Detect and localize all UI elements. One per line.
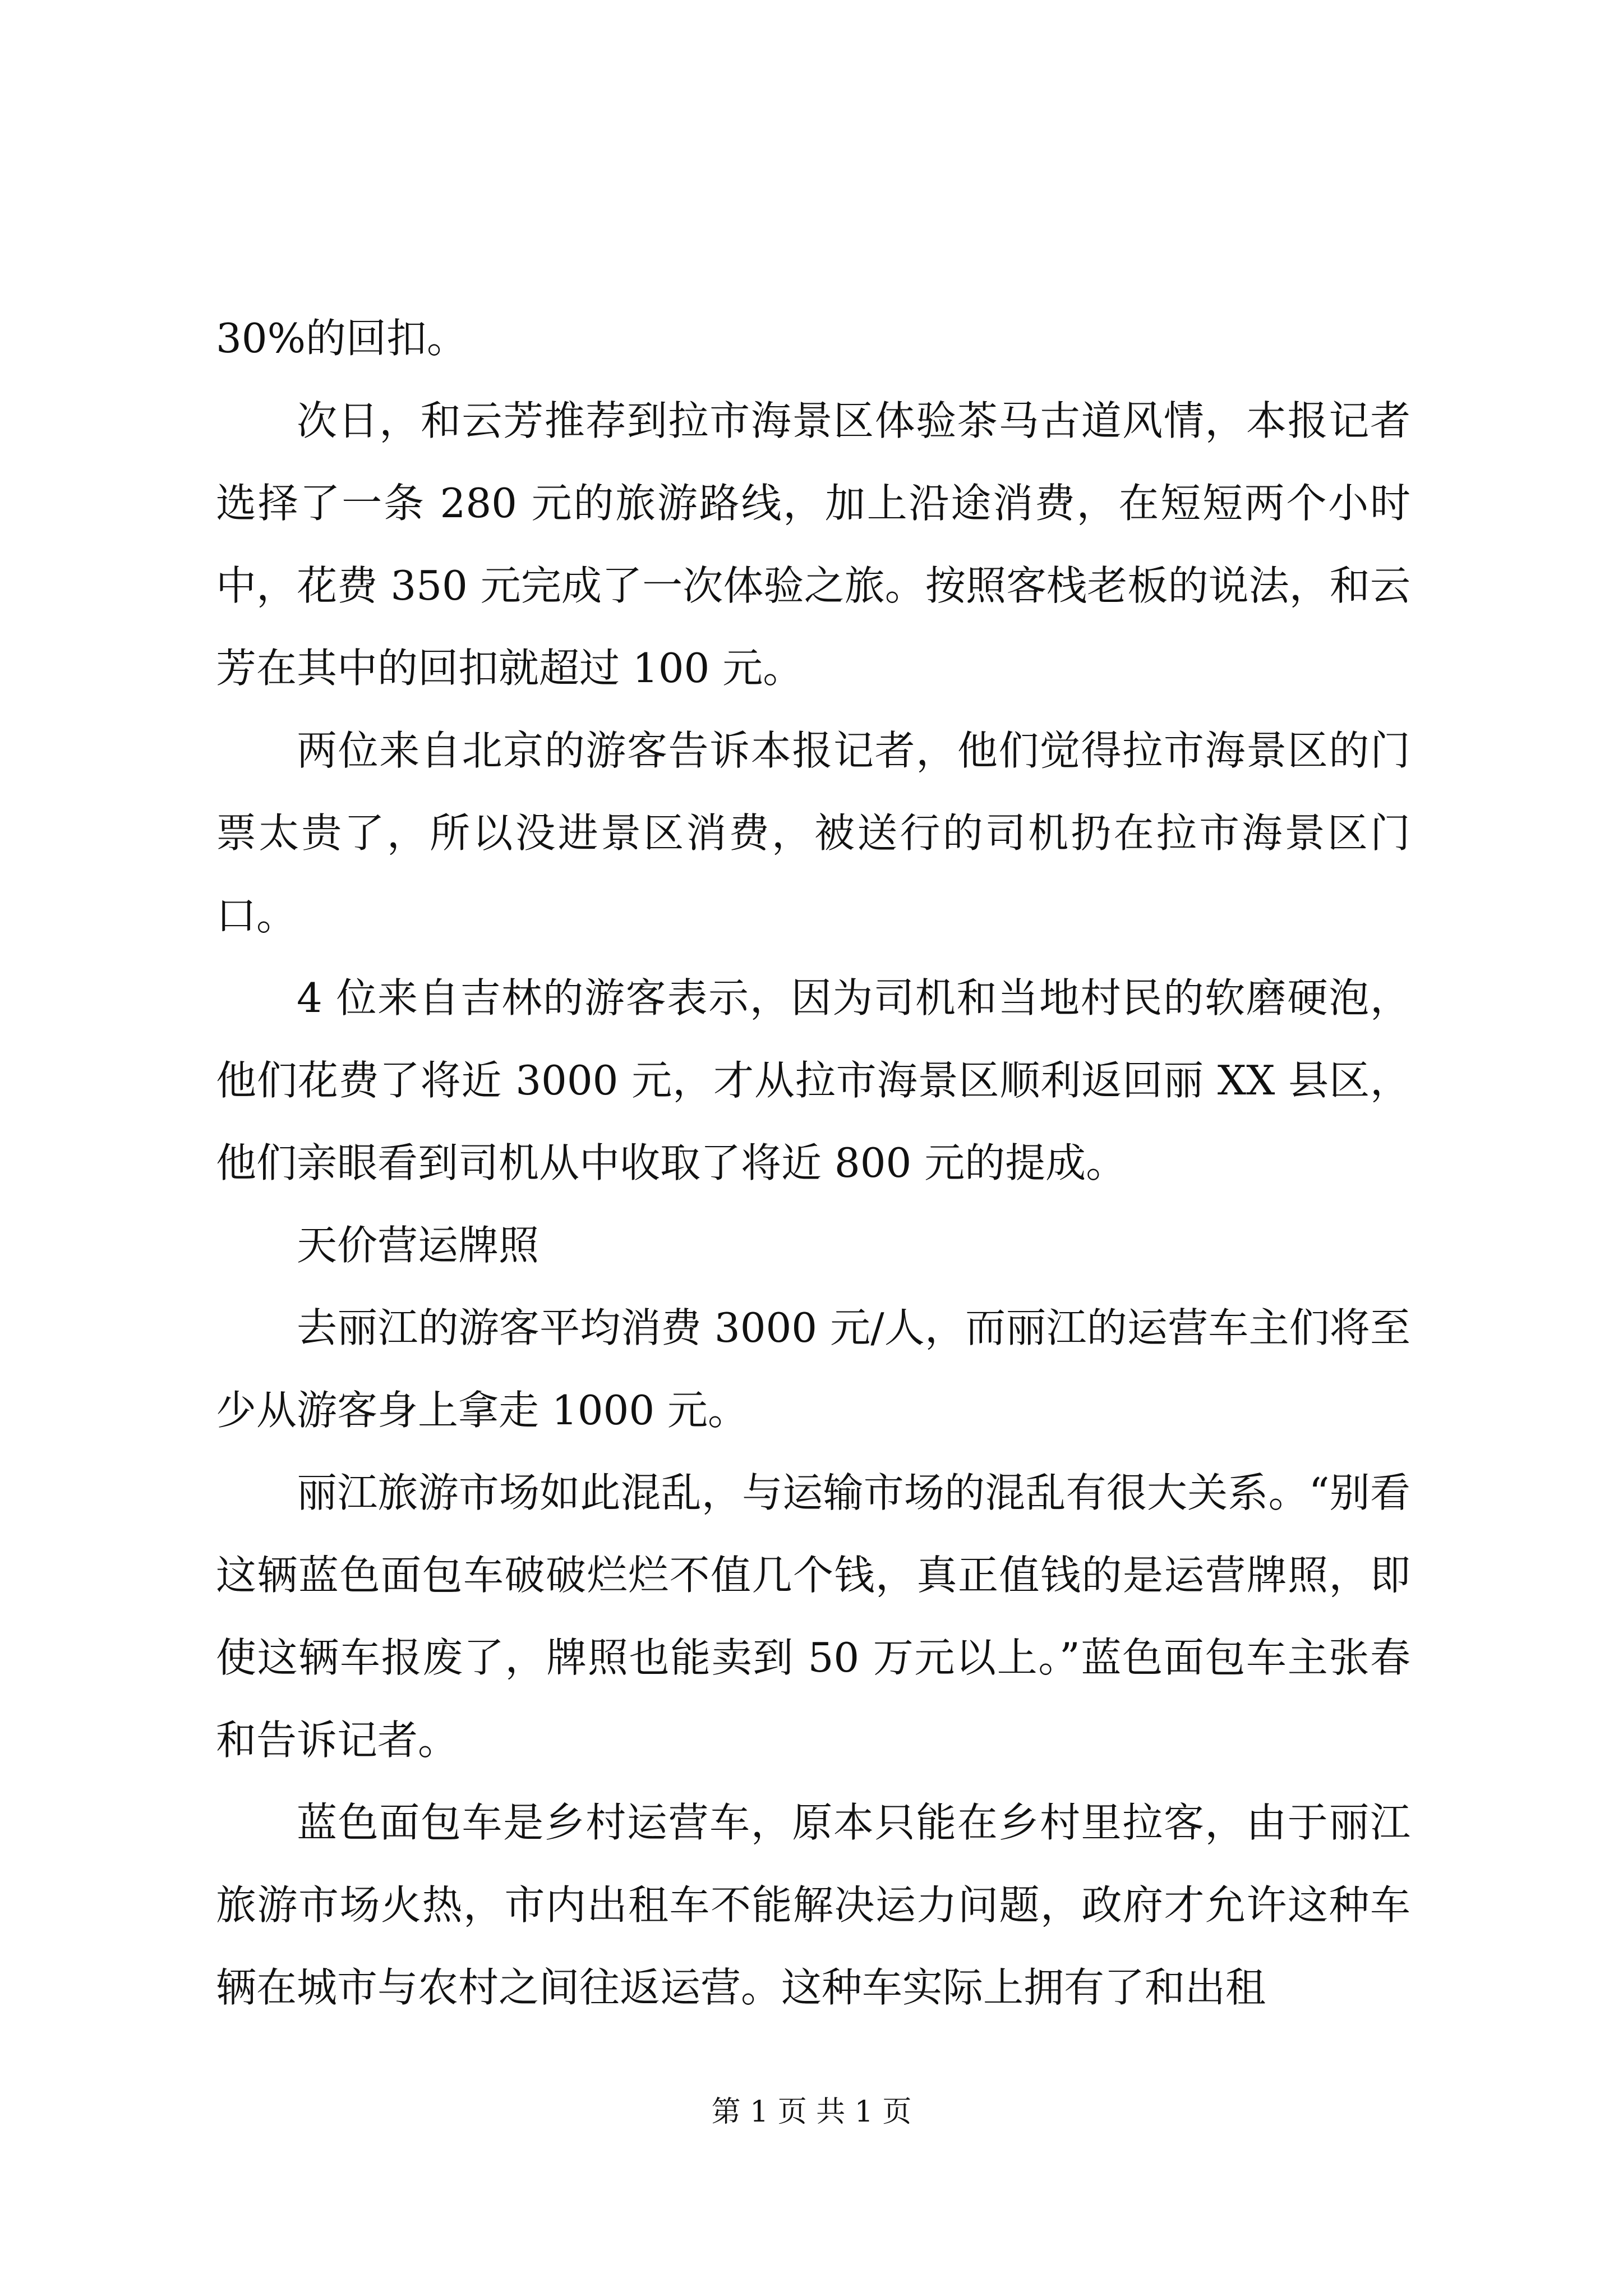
paragraph: 蓝色面包车是乡村运营车，原本只能在乡村里拉客，由于丽江旅游市场火热，市内出租车不能解决运力问题，政府才允许这种车辆在城市与农村之间往返运营。这种车实际上拥有了和出租	[216, 1799, 1410, 2011]
paragraph: 丽江旅游市场如此混乱，与运输市场的混乱有很大关系。“别看这辆蓝色面包车破破烂烂不值几个钱，真正值钱的是运营牌照，即使这辆车报废了，牌照也能卖到 50 万元以上。”蓝色面包车主张春和告诉记者。	[216, 1469, 1410, 1764]
body-text	[216, 297, 1410, 2029]
paragraph: 4 位来自吉林的游客表示，因为司机和当地村民的软磨硬泡，他们花费了将近 3000 元，才从拉市海景区顺利返回丽 XX 县区，他们亲眼看到司机从中收取了将近 800 元的提成。	[216, 974, 1410, 1186]
paragraph: 两位来自北京的游客告诉本报记者，他们觉得拉市海景区的门票太贵了，所以没进景区消费，被送行的司机扔在拉市海景区门口。	[216, 727, 1410, 939]
paragraph: 次日，和云芳推荐到拉市海景区体验茶马古道风情，本报记者选择了一条 280 元的旅游路线，加上沿途消费，在短短两个小时中，花费 350 元完成了一次体验之旅。按照客栈老板的说法，和云芳在其中的回扣就超过 100 元。	[216, 397, 1410, 692]
section-heading: 天价营运牌照	[297, 1222, 540, 1269]
paragraph: 30%的回扣。	[216, 315, 468, 362]
paragraph: 去丽江的游客平均消费 3000 元/人，而丽江的运营车主们将至少从游客身上拿走 1000 元。	[216, 1304, 1410, 1434]
page-footer: 第 1 页 共 1 页	[711, 2095, 912, 2129]
